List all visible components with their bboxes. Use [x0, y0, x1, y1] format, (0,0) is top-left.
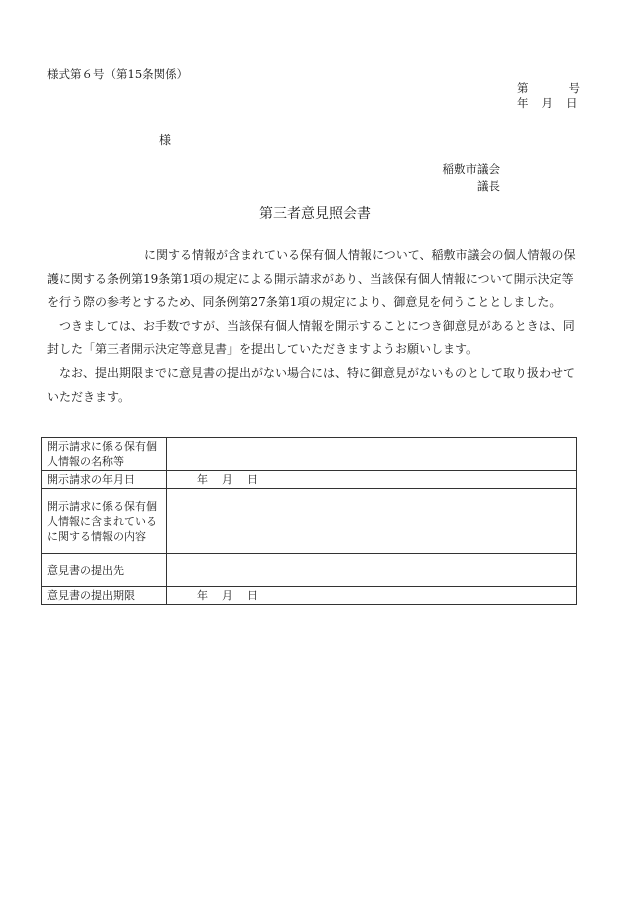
row-label-request-date: 開示請求の年月日: [42, 471, 167, 489]
info-table: [41, 437, 577, 605]
row-value-deadline: [167, 587, 577, 605]
document-number: [517, 81, 580, 96]
table-row: [42, 554, 577, 587]
request-date-day: 日: [247, 473, 258, 486]
body-paragraph-1: に関する情報が含まれている保有個人情報について、稲敷市議会の個人情報の保護に関する条例第19条第1項の規定による開示請求があり、当該保有個人情報について開示決定等を行う際の参考とするため、同条例第27条第1項の規定により、御意見を伺うこととしました。: [47, 248, 576, 310]
row-value-submit-to: [167, 554, 577, 587]
table-row: [42, 587, 577, 605]
row-label-deadline: 意見書の提出期限: [42, 587, 167, 605]
sender-title: 議長: [477, 179, 500, 193]
doc-no-prefix: 第: [517, 81, 529, 95]
deadline-day: 日: [247, 589, 258, 602]
body-paragraph-3: なお、提出期限までに意見書の提出がない場合には、特に御意見がないものとして取り扱わせていただきます。: [47, 365, 576, 404]
row-value-info-name: [167, 438, 577, 471]
row-value-request-date: [167, 471, 577, 489]
form-number: 様式第６号（第15条関係）: [47, 67, 189, 81]
document-title: 第三者意見照会書: [259, 206, 371, 222]
issue-date: [517, 96, 580, 111]
row-value-info-content: [167, 489, 577, 554]
request-date-year: 年: [197, 473, 208, 486]
sender-organization: 稲敷市議会: [442, 162, 500, 176]
issue-date-day: 日: [566, 96, 578, 110]
sender-block: [443, 161, 501, 195]
row-label-submit-to: 意見書の提出先: [42, 554, 167, 587]
table-row: [42, 438, 577, 471]
issue-date-year: 年: [517, 96, 529, 110]
table-row: [42, 489, 577, 554]
request-date-month: 月: [222, 473, 233, 486]
doc-no-suffix: 号: [568, 81, 580, 95]
row-label-info-content-b: に関する情報の内容: [47, 529, 146, 543]
addressee-honorific: 様: [159, 133, 172, 147]
issue-date-month: 月: [541, 96, 553, 110]
row-label-info-name: 開示請求に係る保有個人情報の名称等: [42, 438, 167, 471]
row-label-info-content: [42, 489, 167, 554]
deadline-year: 年: [197, 589, 208, 602]
table-row: [42, 471, 577, 489]
deadline-month: 月: [222, 589, 233, 602]
row-label-info-content-a: 開示請求に係る保有個人情報に含まれている: [47, 499, 157, 528]
body-paragraph-2: つきましては、お手数ですが、当該保有個人情報を開示することにつき御意見があるときは、同封した「第三者開示決定等意見書」を提出していただきますようお願いします。: [47, 318, 575, 357]
document-number-and-date: [517, 81, 580, 111]
body-text: [47, 244, 577, 409]
